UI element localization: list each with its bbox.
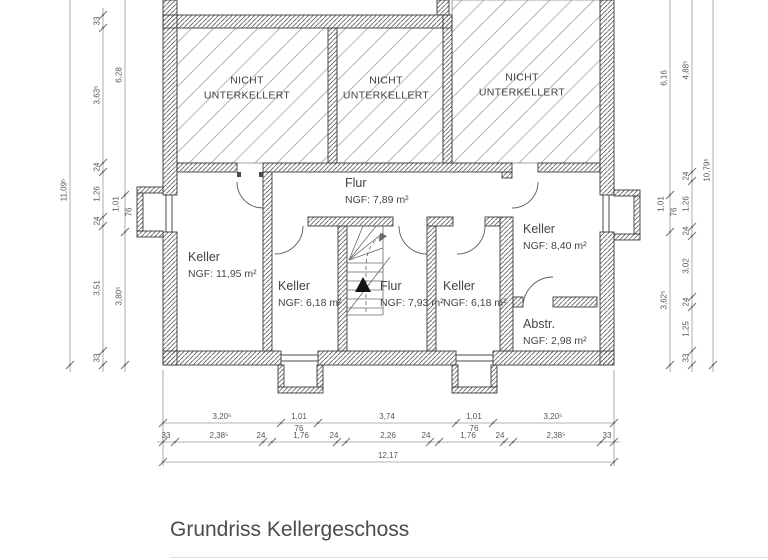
dimension-label: 76 bbox=[469, 424, 479, 433]
room-label bbox=[523, 222, 587, 252]
dimension-label: 24 bbox=[256, 431, 266, 440]
dimension-label: 24 bbox=[92, 216, 102, 226]
dimension-label: 1,01 bbox=[656, 196, 666, 212]
room-name: Keller bbox=[188, 250, 220, 264]
dimension-label: 33 bbox=[602, 431, 612, 440]
dimension-label: 1,76 bbox=[293, 431, 309, 440]
dimension-label: 24 bbox=[421, 431, 431, 440]
dimension-label: 24 bbox=[92, 162, 102, 172]
dimension-label: 3,20⁵ bbox=[543, 412, 563, 421]
dimension-label: 3,80⁵ bbox=[114, 286, 124, 306]
dimension-label: 33 bbox=[161, 431, 171, 440]
dimension-label: 3,62⁵ bbox=[659, 290, 669, 310]
room-name: Keller bbox=[523, 222, 555, 236]
room-label bbox=[278, 279, 342, 309]
dimension-label: 33 bbox=[92, 16, 102, 26]
dimension-label: 76 bbox=[669, 207, 679, 217]
dimension-label: 1,01 bbox=[291, 412, 307, 421]
dimension-label: 3,51 bbox=[92, 280, 102, 296]
unexcavated-area-label: NICHT UNTERKELLERT bbox=[203, 74, 291, 101]
room-area-value: NGF: 7,93 m² bbox=[380, 297, 444, 309]
dimension-label: 10,79⁵ bbox=[702, 158, 712, 182]
dimension-label: 24 bbox=[681, 297, 691, 307]
dimension-label: 1,26 bbox=[681, 196, 691, 212]
dimension-label: 3,02 bbox=[681, 258, 691, 274]
dimension-label: 33 bbox=[681, 353, 691, 363]
dimension-label: 76 bbox=[124, 207, 134, 217]
dimension-label: 24 bbox=[681, 226, 691, 236]
room-label bbox=[345, 176, 409, 206]
room-name: Keller bbox=[278, 279, 310, 293]
dimension-label: 24 bbox=[329, 431, 339, 440]
room-area-value: NGF: 11,95 m² bbox=[188, 268, 257, 280]
dimension-label: 3,63⁵ bbox=[92, 85, 102, 105]
room-area-value: NGF: 2,98 m² bbox=[523, 335, 587, 347]
room-name: Abstr. bbox=[523, 317, 555, 331]
dimension-label: 1,01 bbox=[111, 196, 121, 212]
drawing-title: Grundriss Kellergeschoss bbox=[170, 518, 410, 541]
room-label bbox=[188, 250, 257, 280]
dimension-label: 4,88⁵ bbox=[681, 60, 691, 80]
dimension-label: 1,01 bbox=[466, 412, 482, 421]
dimension-label: 76 bbox=[294, 424, 304, 433]
dimension-label: 2,38⁵ bbox=[546, 431, 566, 440]
title-block-divider bbox=[170, 557, 768, 558]
unexcavated-area-label: NICHT UNTERKELLERT bbox=[478, 71, 566, 98]
dimension-label: 2,38⁵ bbox=[209, 431, 229, 440]
room-area-value: NGF: 6,18 m² bbox=[278, 297, 342, 309]
room-area-value: NGF: 6,18 m² bbox=[443, 297, 507, 309]
room-name: Flur bbox=[345, 176, 367, 190]
room-name: Flur bbox=[380, 279, 402, 293]
dimension-label: 3,74 bbox=[379, 412, 395, 421]
dimension-label: 24 bbox=[681, 171, 691, 181]
dimension-label: 6,28 bbox=[114, 67, 124, 83]
room-area-value: NGF: 8,40 m² bbox=[523, 240, 587, 252]
dimension-label: 11,09⁵ bbox=[59, 178, 69, 202]
unexcavated-area-label: NICHT UNTERKELLERT bbox=[342, 74, 430, 101]
room-area-value: NGF: 7,89 m² bbox=[345, 194, 409, 206]
room-name: Keller bbox=[443, 279, 475, 293]
dimension-label: 33 bbox=[92, 353, 102, 363]
room-label bbox=[443, 279, 507, 309]
dimension-label: 1,76 bbox=[460, 431, 476, 440]
room-label bbox=[523, 317, 587, 347]
dimension-label: 6,16 bbox=[659, 70, 669, 86]
dimension-label: 3,20⁵ bbox=[212, 412, 232, 421]
dimension-label: 12,17 bbox=[377, 451, 399, 460]
dimension-label: 2,26 bbox=[380, 431, 396, 440]
dimension-label: 1,26 bbox=[92, 186, 102, 202]
dimension-label: 1,25 bbox=[681, 321, 691, 337]
dimension-label: 24 bbox=[495, 431, 505, 440]
room-label bbox=[380, 279, 444, 309]
